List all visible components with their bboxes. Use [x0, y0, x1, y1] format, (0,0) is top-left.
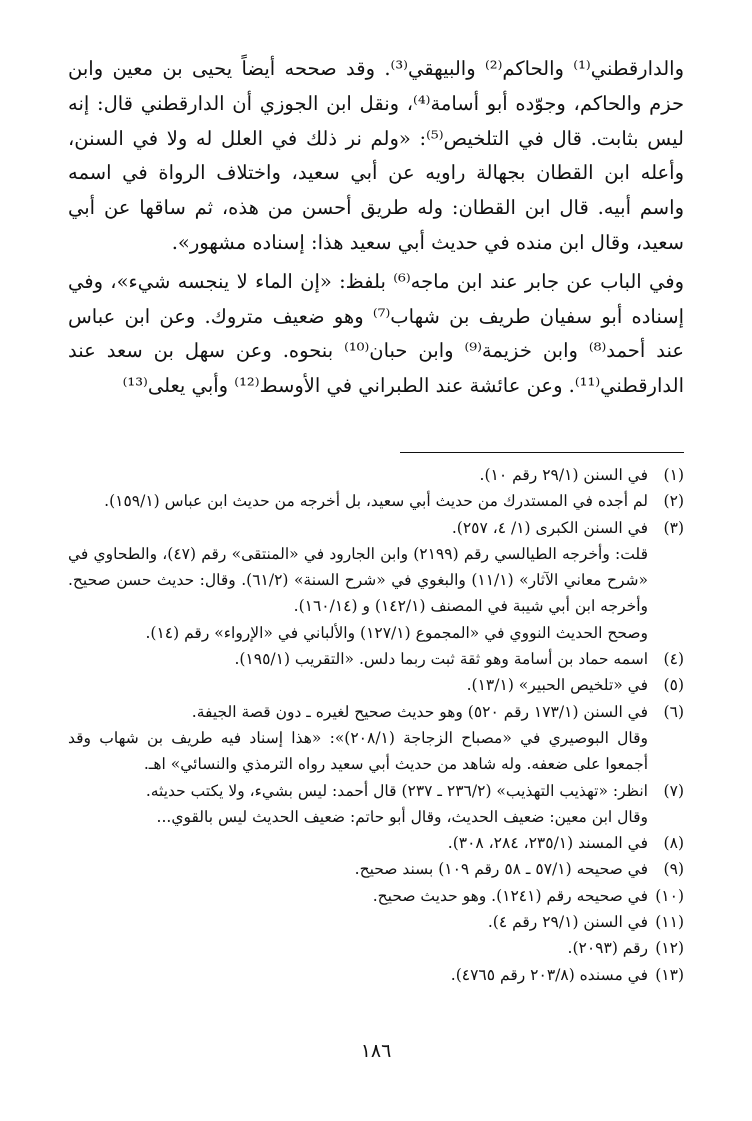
footnote-line: اسمه حماد بن أسامة وهو ثقة ثبت ربما دلس. «التقريب (١٩٥/١). [234, 650, 648, 669]
footnote-line: في السنن (٢٩/١ رقم ٤). [487, 913, 648, 932]
footnote-line: في السنن الكبرى (١/ ٤، ٢٥٧). [451, 518, 648, 537]
footnote-number: (١١) [655, 913, 684, 932]
footnote-number: (٨) [663, 834, 684, 853]
footnote-11 [68, 909, 684, 935]
footnote-line: وقال البوصيري في «مصباح الزجاجة (٢٠٨/١)»: «هذا إسناد فيه طريف بن شهاب وقد أجمعوا على ضعفه. وله شاهد من حديث أبي سعيد رواه الترمذي والنسائي» اهـ. [68, 728, 648, 774]
footnote-number: (١٣) [655, 965, 684, 984]
footnote-number: (٤) [663, 650, 684, 669]
footnote-3 [68, 515, 684, 646]
footnote-12 [68, 935, 684, 961]
footnote-8 [68, 830, 684, 856]
main-paragraph-1: والدارقطني⁽¹⁾ والحاكم⁽²⁾ والبيهقي⁽³⁾. وقد صححه أيضاً يحيى بن معين وابن حزم والحاكم، وجوّده أبو أسامة⁽⁴⁾، ونقل ابن الجوزي أن الدارقطني قال: إنه ليس بثابت. قال في التلخيص⁽⁵⁾: «ولم نر ذلك في العلل له ولا في السنن، وأعله ابن القطان بجهالة راويه عن أبي سعيد، واختلاف الرواة في اسمه واسم أبيه. قال ابن القطان: وله طريق أحسن من هذه، ثم ساقها عن أبي سعيد، وقال ابن منده في حديث أبي سعيد هذا: إسناده مشهور». [68, 57, 685, 254]
footnote-10 [68, 883, 684, 909]
main-paragraph-2: وفي الباب عن جابر عند ابن ماجه⁽⁶⁾ بلفظ: «إن الماء لا ينجسه شيء»، وفي إسناده أبو سفيان طريف بن شهاب⁽⁷⁾ وهو ضعيف متروك. وعن ابن عباس عند أحمد⁽⁸⁾ وابن خزيمة⁽⁹⁾ وابن حبان⁽¹⁰⁾ بنحوه. وعن سهل بن سعد عند الدارقطني⁽¹¹⁾. وعن عائشة عند الطبراني في الأوسط⁽¹²⁾ وأبي يعلى⁽¹³⁾ [68, 269, 685, 398]
footnote-number: (٩) [663, 860, 684, 879]
footnote-line: رقم (٢٠٩٣). [567, 939, 648, 958]
footnote-line: وقال ابن معين: ضعيف الحديث، وقال أبو حاتم: ضعيف الحديث ليس بالقوي... [156, 807, 648, 826]
footnote-line: في السنن (٢٩/١ رقم ١٠). [479, 466, 648, 484]
footnote-13 [68, 962, 684, 988]
footnote-line: انظر: «تهذيب التهذيب» (٢٣٦/٢ ـ ٢٣٧) قال أحمد: ليس بشيء، ولا يكتب حديثه. [145, 781, 648, 800]
footnote-line: وصحح الحديث النووي في «المجموع (١٢٧/١) والألباني في «الإرواء» رقم (١٤). [145, 623, 648, 642]
footnote-number: (٦) [663, 702, 684, 721]
footnote-number: (٧) [663, 781, 684, 800]
footnote-number: (٥) [663, 676, 684, 695]
footnote-line: قلت: وأخرجه الطيالسي رقم (٢١٩٩) وابن الجارود في «المنتقى» رقم (٤٧)، والطحاوي في «شرح معاني الآثار» (١١/١) والبغوي في «شرح السنة» (٦١/٢). وقال: حديث حسن صحيح. وأخرجه ابن أبي شيبة في المصنف (١٤٢/١) و (١٦٠/١٤). [68, 544, 648, 616]
footnote-6 [68, 699, 684, 778]
footnote-4 [68, 646, 684, 672]
footnote-5 [68, 672, 684, 698]
footnote-line: في المسند (٢٣٥/١، ٢٨٤، ٣٠٨). [447, 834, 648, 853]
footnote-7 [68, 778, 684, 831]
main-text [68, 52, 684, 404]
footnote-line: في السنن (١٧٣/١ رقم ٥٢٠) وهو حديث صحيح لغيره ـ دون قصة الجيفة. [191, 702, 648, 721]
footnote-number: (١٢) [655, 939, 684, 958]
footnote-line: لم أجده في المستدرك من حديث أبي سعيد، بل أخرجه من حديث ابن عباس (١٥٩/١). [104, 492, 648, 511]
footnote-number: (١) [663, 466, 684, 484]
footnote-line: في «تلخيص الحبير» (١٣/١). [466, 676, 648, 695]
footnotes [68, 462, 684, 988]
footnote-number: (٢) [663, 492, 684, 511]
page-number: ١٨٦ [360, 1040, 392, 1062]
footnote-line: في صحيحه (٥٧/١ ـ ٥٨ رقم ١٠٩) بسند صحيح. [354, 860, 648, 879]
footnote-number: (١٠) [655, 886, 684, 905]
footnote-line: في مسنده (٢٠٣/٨ رقم ٤٧٦٥). [450, 965, 648, 984]
footnote-2 [68, 488, 684, 514]
footnote-number: (٣) [663, 518, 684, 537]
footnote-line: في صحيحه رقم (١٢٤١). وهو حديث صحيح. [372, 886, 648, 905]
footnote-divider [400, 452, 684, 453]
footnote-1 [68, 462, 684, 488]
page [68, 52, 684, 404]
footnote-9 [68, 856, 684, 882]
